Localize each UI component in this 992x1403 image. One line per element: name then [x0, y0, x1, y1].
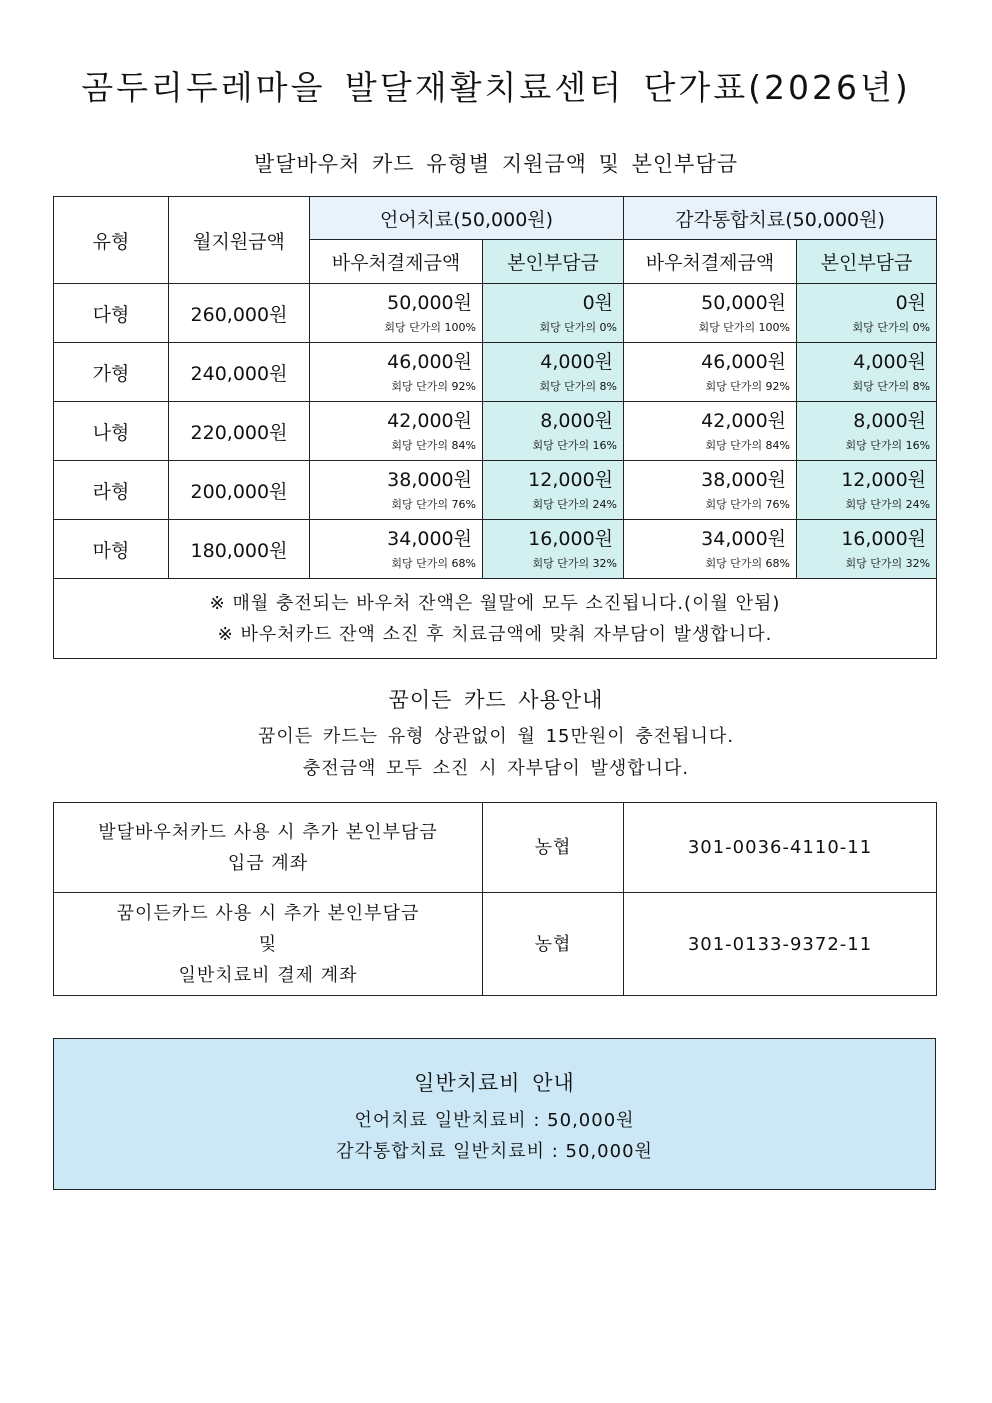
- self-amount: 4,000원: [853, 350, 927, 373]
- voucher-percent: 회당 단가의 92%: [391, 379, 476, 393]
- row-type: 다형: [54, 284, 169, 343]
- card-info-title: 꿈이든 카드 사용안내: [388, 688, 604, 712]
- self-percent: 회당 단가의 8%: [852, 379, 931, 393]
- row-type: 나형: [54, 402, 169, 461]
- self-percent: 회당 단가의 24%: [845, 497, 931, 511]
- account-description: [54, 893, 483, 996]
- row-support: 180,000원: [169, 520, 310, 579]
- account-row: [54, 893, 937, 996]
- speech-self-cell: [483, 520, 624, 579]
- row-support: 260,000원: [169, 284, 310, 343]
- sensory-voucher-cell: [624, 520, 797, 579]
- account-description-line: 입금 계좌: [227, 852, 309, 874]
- general-fee-title: 일반치료비 안내: [414, 1071, 575, 1095]
- table-row: [54, 461, 937, 520]
- bank-name: 농협: [483, 893, 624, 996]
- header-sensory-self: 본인부담금: [797, 240, 937, 284]
- note-line: ※ 바우처카드 잔액 소진 후 치료금액에 맞춰 자부담이 발생합니다.: [217, 623, 773, 645]
- self-percent: 회당 단가의 24%: [532, 497, 618, 511]
- voucher-amount: 34,000원: [387, 527, 472, 550]
- self-amount: 16,000원: [528, 527, 614, 550]
- speech-voucher-cell: [310, 520, 483, 579]
- account-number: 301-0036-4110-11: [624, 803, 937, 893]
- page-title: 곰두리두레마을 발달재활치료센터 단가표(2026년): [81, 68, 911, 107]
- table-row: [54, 284, 937, 343]
- voucher-percent: 회당 단가의 100%: [384, 320, 476, 334]
- self-amount: 8,000원: [540, 409, 614, 432]
- card-info-line: 충전금액 모두 소진 시 자부담이 발생합니다.: [302, 758, 690, 779]
- voucher-amount: 42,000원: [701, 409, 787, 432]
- voucher-percent: 회당 단가의 68%: [391, 556, 476, 570]
- header-sensory-voucher: 바우처결제금액: [624, 240, 797, 284]
- bank-name: 농협: [483, 803, 624, 893]
- table-row: [54, 402, 937, 461]
- self-percent: 회당 단가의 16%: [532, 438, 618, 452]
- self-percent: 회당 단가의 16%: [845, 438, 931, 452]
- self-amount: 12,000원: [841, 468, 927, 491]
- sensory-voucher-cell: [624, 284, 797, 343]
- self-amount: 0원: [895, 291, 927, 314]
- price-table: [53, 196, 937, 659]
- sensory-self-cell: [797, 402, 937, 461]
- self-amount: 4,000원: [540, 350, 614, 373]
- self-amount: 0원: [582, 291, 614, 314]
- table-notes: [54, 579, 937, 659]
- account-row: [54, 803, 937, 893]
- account-number: 301-0133-9372-11: [624, 893, 937, 996]
- card-info-line: 꿈이든 카드는 유형 상관없이 월 15만원이 충전됩니다.: [257, 726, 735, 747]
- row-support: 220,000원: [169, 402, 310, 461]
- voucher-percent: 회당 단가의 100%: [698, 320, 791, 334]
- voucher-percent: 회당 단가의 92%: [705, 379, 791, 393]
- voucher-amount: 38,000원: [387, 468, 472, 491]
- speech-voucher-cell: [310, 343, 483, 402]
- row-type: 라형: [54, 461, 169, 520]
- row-support: 240,000원: [169, 343, 310, 402]
- self-percent: 회당 단가의 32%: [532, 556, 618, 570]
- speech-self-cell: [483, 343, 624, 402]
- voucher-amount: 46,000원: [387, 350, 472, 373]
- table-row: [54, 343, 937, 402]
- note-line: ※ 매월 충전되는 바우처 잔액은 월말에 모두 소진됩니다.(이월 안됨): [209, 592, 781, 614]
- sensory-self-cell: [797, 461, 937, 520]
- header-speech-self: 본인부담금: [483, 240, 624, 284]
- sensory-voucher-cell: [624, 461, 797, 520]
- header-sensory-therapy: 감각통합치료(50,000원): [624, 197, 937, 240]
- speech-self-cell: [483, 284, 624, 343]
- self-amount: 12,000원: [528, 468, 614, 491]
- header-type: 유형: [54, 197, 169, 284]
- row-type: 가형: [54, 343, 169, 402]
- header-monthly-support: 월지원금액: [169, 197, 310, 284]
- table-row: [54, 520, 937, 579]
- voucher-amount: 34,000원: [701, 527, 787, 550]
- voucher-percent: 회당 단가의 76%: [705, 497, 791, 511]
- sensory-voucher-cell: [624, 402, 797, 461]
- voucher-amount: 42,000원: [387, 409, 472, 432]
- account-description-line: 꿈이든카드 사용 시 추가 본인부담금: [116, 902, 420, 924]
- header-speech-therapy: 언어치료(50,000원): [310, 197, 624, 240]
- self-percent: 회당 단가의 0%: [539, 320, 618, 334]
- account-description: [54, 803, 483, 893]
- account-table: [53, 802, 937, 996]
- self-amount: 16,000원: [841, 527, 927, 550]
- voucher-amount: 46,000원: [701, 350, 787, 373]
- voucher-percent: 회당 단가의 76%: [391, 497, 476, 511]
- general-fee-box: [53, 1038, 936, 1190]
- self-percent: 회당 단가의 8%: [539, 379, 618, 393]
- voucher-percent: 회당 단가의 84%: [391, 438, 476, 452]
- self-amount: 8,000원: [853, 409, 927, 432]
- speech-self-cell: [483, 461, 624, 520]
- sensory-voucher-cell: [624, 343, 797, 402]
- speech-voucher-cell: [310, 284, 483, 343]
- voucher-percent: 회당 단가의 84%: [705, 438, 791, 452]
- speech-voucher-cell: [310, 461, 483, 520]
- voucher-amount: 38,000원: [701, 468, 787, 491]
- header-speech-voucher: 바우처결제금액: [310, 240, 483, 284]
- row-support: 200,000원: [169, 461, 310, 520]
- sensory-self-cell: [797, 520, 937, 579]
- sensory-self-cell: [797, 284, 937, 343]
- speech-self-cell: [483, 402, 624, 461]
- sensory-self-cell: [797, 343, 937, 402]
- general-fee-line: 언어치료 일반치료비 : 50,000원: [354, 1110, 635, 1131]
- voucher-percent: 회당 단가의 68%: [705, 556, 791, 570]
- speech-voucher-cell: [310, 402, 483, 461]
- table-subtitle: 발달바우처 카드 유형별 지원금액 및 본인부담금: [253, 152, 739, 176]
- row-type: 마형: [54, 520, 169, 579]
- account-description-line: 및: [258, 933, 278, 955]
- account-description-line: 일반치료비 결제 계좌: [178, 964, 358, 986]
- account-description-line: 발달바우처카드 사용 시 추가 본인부담금: [98, 821, 438, 843]
- voucher-amount: 50,000원: [387, 291, 472, 314]
- self-percent: 회당 단가의 32%: [845, 556, 931, 570]
- self-percent: 회당 단가의 0%: [852, 320, 931, 334]
- voucher-amount: 50,000원: [701, 291, 787, 314]
- general-fee-line: 감각통합치료 일반치료비 : 50,000원: [336, 1141, 653, 1162]
